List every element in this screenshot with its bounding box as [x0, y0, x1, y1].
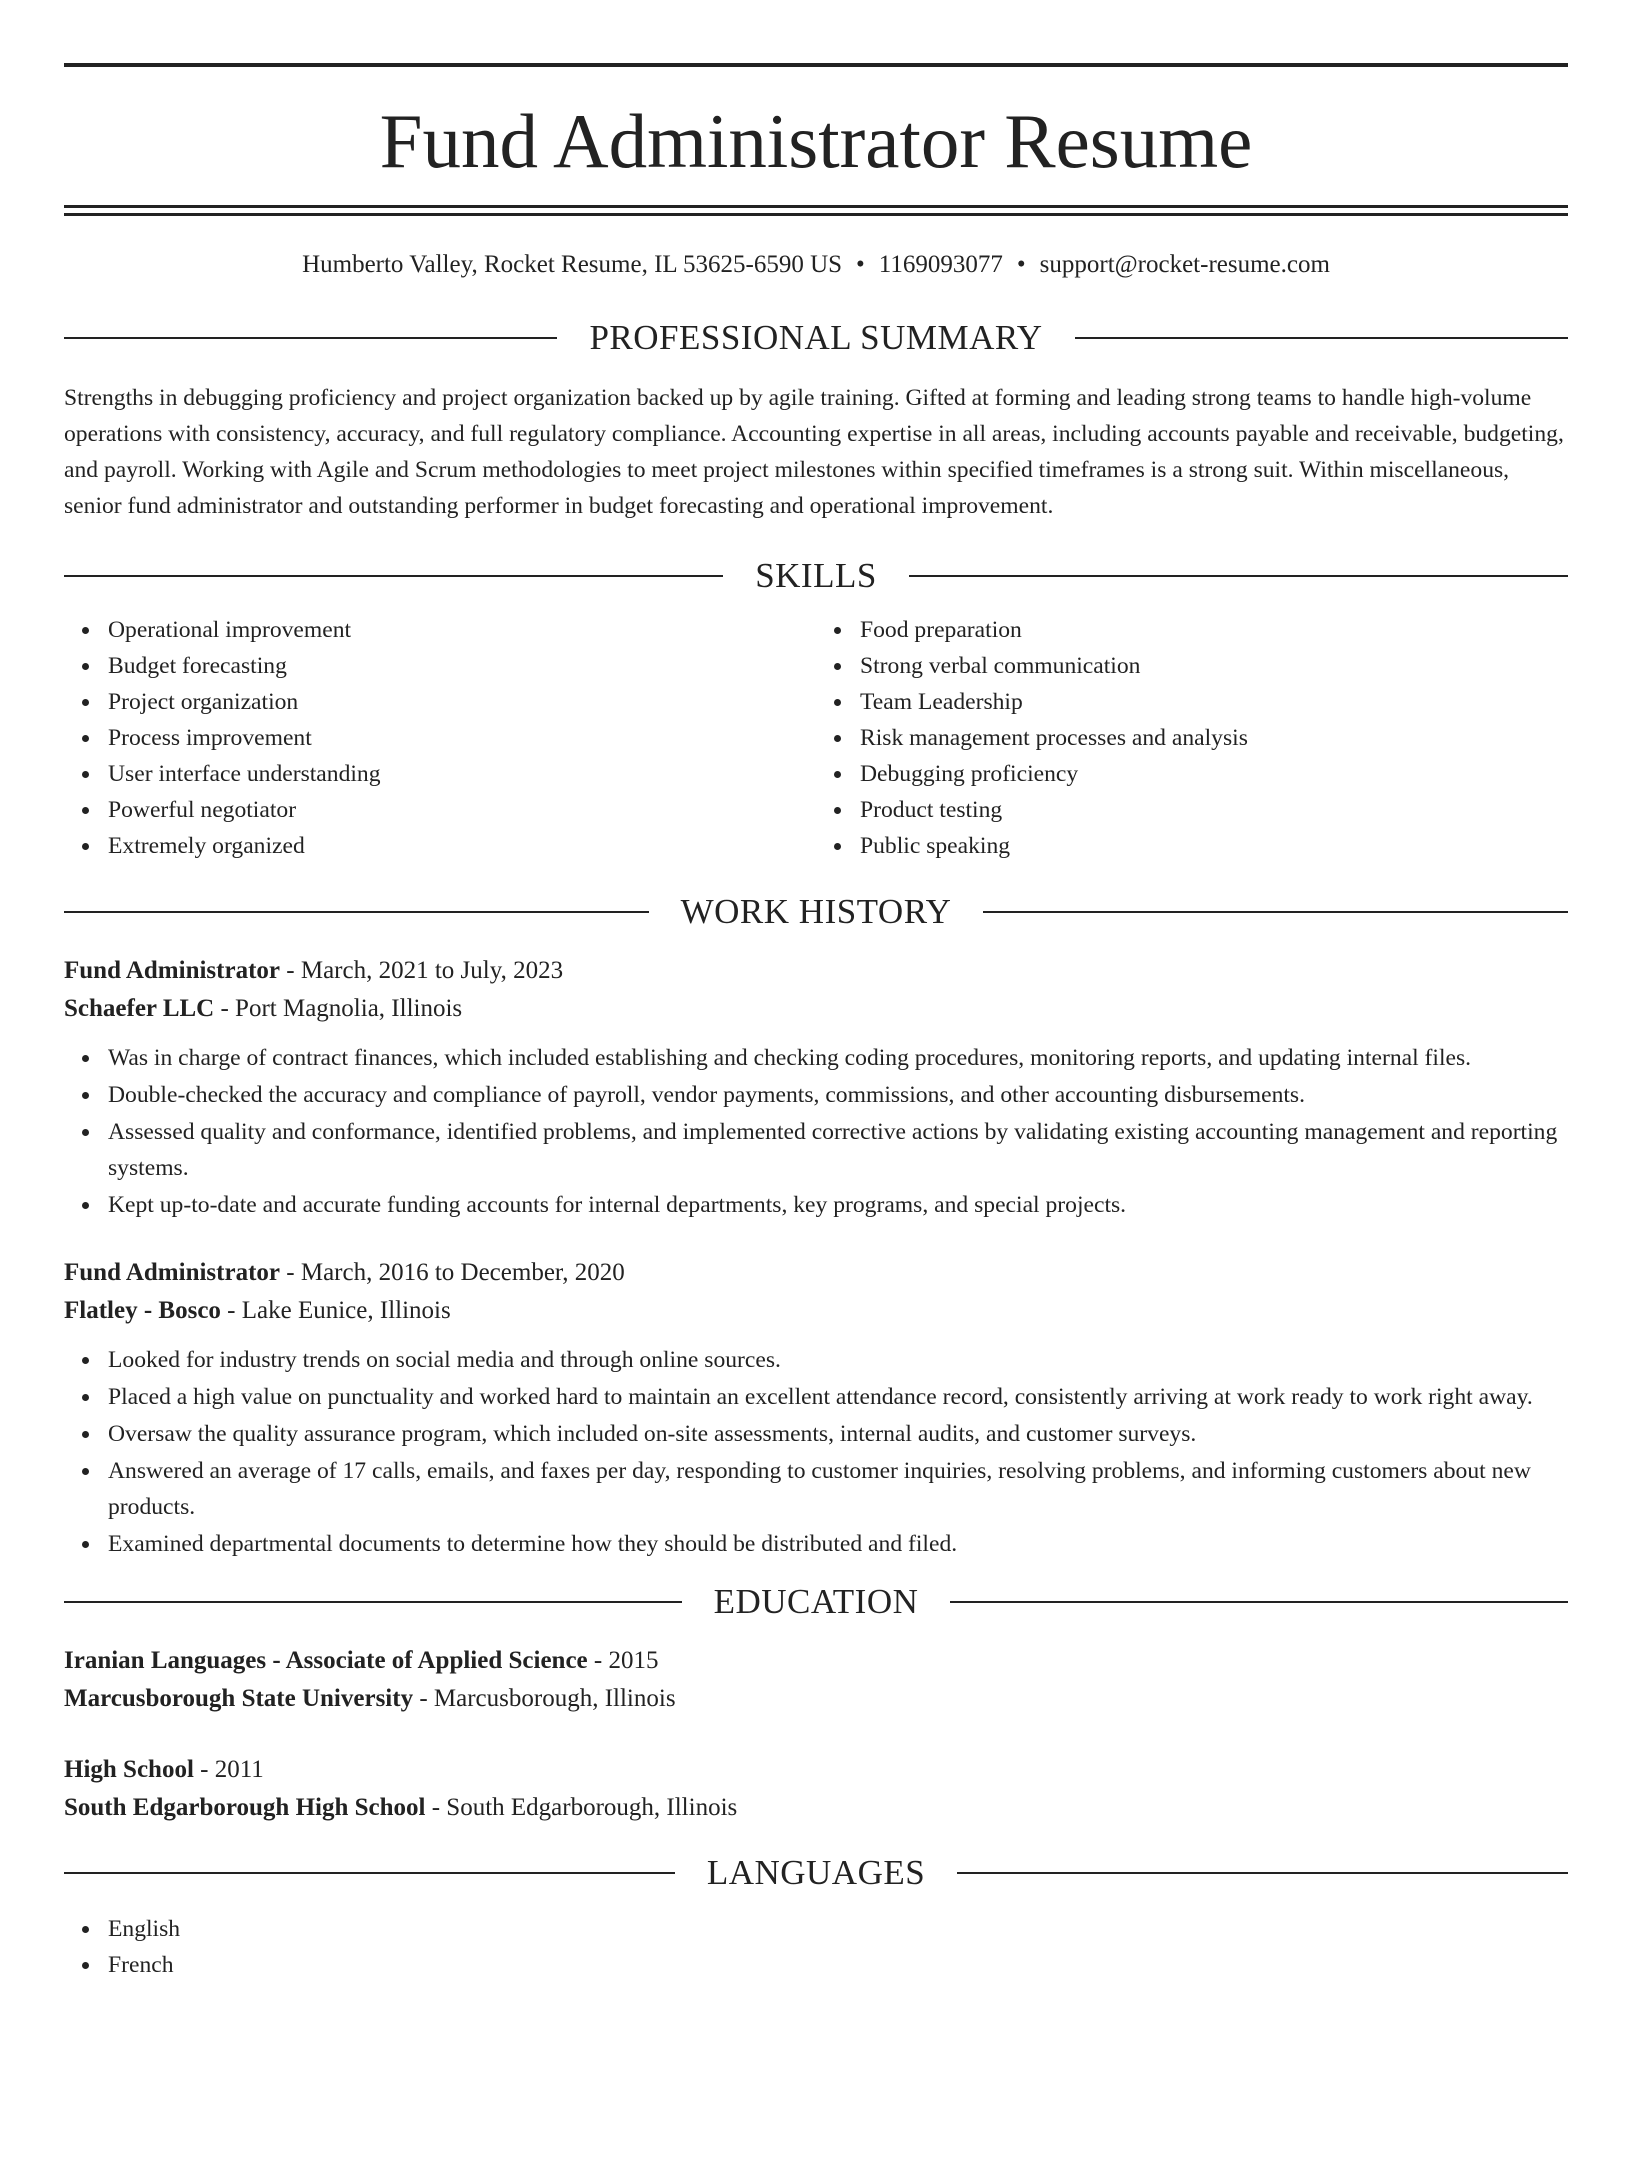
job-title: Fund Administrator: [64, 1259, 281, 1286]
job-bullets: [64, 1342, 1568, 1562]
page-title: Fund Administrator Resume: [379, 98, 1253, 184]
job-entry: [64, 1254, 1568, 1562]
skill-item: Team Leadership: [860, 684, 1568, 720]
job-bullet: Was in charge of contract finances, which included establishing and checking coding procedures, monitoring reports, and updating internal files.: [108, 1040, 1568, 1076]
section-title: PROFESSIONAL SUMMARY: [589, 318, 1043, 357]
job-dates: - March, 2021 to July, 2023: [280, 957, 564, 984]
education-school-line: [64, 1789, 1568, 1827]
language-item: English: [108, 1911, 1568, 1947]
languages-list: [64, 1911, 1568, 1983]
job-bullets: [64, 1040, 1568, 1223]
education-entry: [64, 1642, 1568, 1718]
skill-item: Operational improvement: [108, 612, 816, 648]
education-degree: Iranian Languages - Associate of Applied Science: [64, 1647, 588, 1674]
skill-item: Extremely organized: [108, 828, 816, 864]
language-item: French: [108, 1947, 1568, 1983]
skill-item: Project organization: [108, 684, 816, 720]
job-company-line: [64, 990, 1568, 1028]
skill-item: Debugging proficiency: [860, 756, 1568, 792]
job-location: - Lake Eunice, Illinois: [220, 1297, 451, 1324]
job-bullet: Kept up-to-date and accurate funding accounts for internal departments, key programs, and special projects.: [108, 1187, 1568, 1223]
skill-item: Process improvement: [108, 720, 816, 756]
job-title-line: [64, 1254, 1568, 1292]
job-location: - Port Magnolia, Illinois: [214, 995, 463, 1022]
skill-item: Food preparation: [860, 612, 1568, 648]
contact-phone: 1169093077: [878, 251, 1003, 278]
contact-separator: •: [856, 251, 865, 278]
section-heading-languages: [64, 1853, 1568, 1893]
education-school: South Edgarborough High School: [64, 1794, 426, 1821]
education-year: - 2015: [587, 1647, 659, 1674]
skill-item: Risk management processes and analysis: [860, 720, 1568, 756]
section-heading-summary: [64, 318, 1568, 358]
education-location: - South Edgarborough, Illinois: [425, 1794, 738, 1821]
education-location: - Marcusborough, Illinois: [413, 1685, 676, 1712]
skill-item: Strong verbal communication: [860, 648, 1568, 684]
summary-text: Strengths in debugging proficiency and project organization backed up by agile training. Gifted at forming and leading strong teams to handle high-volume operations with consistency, accuracy, and full regulatory compliance. Accounting expertise in all areas, including accounts payable and receivable, budgeting, and payroll. Working with Agile and Scrum methodologies to meet project milestones within specified timeframes is a strong suit. Within miscellaneous, senior fund administrator and outstanding performer in budget forecasting and operational improvement.: [64, 385, 1564, 519]
education-entry: [64, 1751, 1568, 1827]
job-dates: - March, 2016 to December, 2020: [280, 1259, 625, 1286]
job-bullet: Placed a high value on punctuality and worked hard to maintain an excellent attendance record, consistently arriving at work ready to work right away.: [108, 1379, 1568, 1415]
title-double-rule: [64, 205, 1568, 216]
job-bullet: Double-checked the accuracy and compliance of payroll, vendor payments, commissions, and other accounting disbursements.: [108, 1077, 1568, 1113]
job-bullet: Oversaw the quality assurance program, which included on-site assessments, internal audits, and customer surveys.: [108, 1416, 1568, 1452]
section-heading-education: [64, 1582, 1568, 1622]
skill-item: Product testing: [860, 792, 1568, 828]
section-title: LANGUAGES: [706, 1853, 926, 1892]
section-title: EDUCATION: [713, 1582, 919, 1621]
contact-email: support@rocket-resume.com: [1039, 251, 1330, 278]
skill-item: Public speaking: [860, 828, 1568, 864]
job-company-line: [64, 1292, 1568, 1330]
education-degree: High School: [64, 1756, 194, 1783]
skills-list: [64, 612, 1568, 864]
skill-item: User interface understanding: [108, 756, 816, 792]
skills-column-right: [816, 612, 1568, 864]
job-bullet: Assessed quality and conformance, identified problems, and implemented corrective actions by validating existing accounting management and reporting systems.: [108, 1114, 1568, 1186]
top-rule: [64, 63, 1568, 67]
section-title: WORK HISTORY: [680, 892, 952, 931]
job-title-line: [64, 952, 1568, 990]
contact-separator: •: [1016, 251, 1026, 278]
resume-page: [0, 63, 1632, 2175]
education-degree-line: [64, 1751, 1568, 1789]
job-company: Schaefer LLC: [64, 995, 215, 1022]
contact-line: [64, 250, 1568, 280]
skill-item: Powerful negotiator: [108, 792, 816, 828]
education-degree-line: [64, 1642, 1568, 1680]
section-heading-skills: [64, 556, 1568, 596]
job-bullet: Examined departmental documents to determine how they should be distributed and filed.: [108, 1526, 1568, 1562]
skills-column-left: [64, 612, 816, 864]
education-school: Marcusborough State University: [64, 1685, 414, 1712]
skill-item: Budget forecasting: [108, 648, 816, 684]
job-entry: [64, 952, 1568, 1223]
education-school-line: [64, 1680, 1568, 1718]
section-title: SKILLS: [755, 556, 877, 595]
contact-address: Humberto Valley, Rocket Resume, IL 53625-6590 US: [302, 251, 843, 278]
job-title: Fund Administrator: [64, 957, 281, 984]
education-year: - 2011: [193, 1756, 264, 1783]
section-heading-work-history: [64, 892, 1568, 932]
job-bullet: Looked for industry trends on social media and through online sources.: [108, 1342, 1568, 1378]
job-bullet: Answered an average of 17 calls, emails, and faxes per day, responding to customer inquiries, resolving problems, and informing customers about new products.: [108, 1453, 1568, 1525]
job-company: Flatley - Bosco: [64, 1297, 221, 1324]
